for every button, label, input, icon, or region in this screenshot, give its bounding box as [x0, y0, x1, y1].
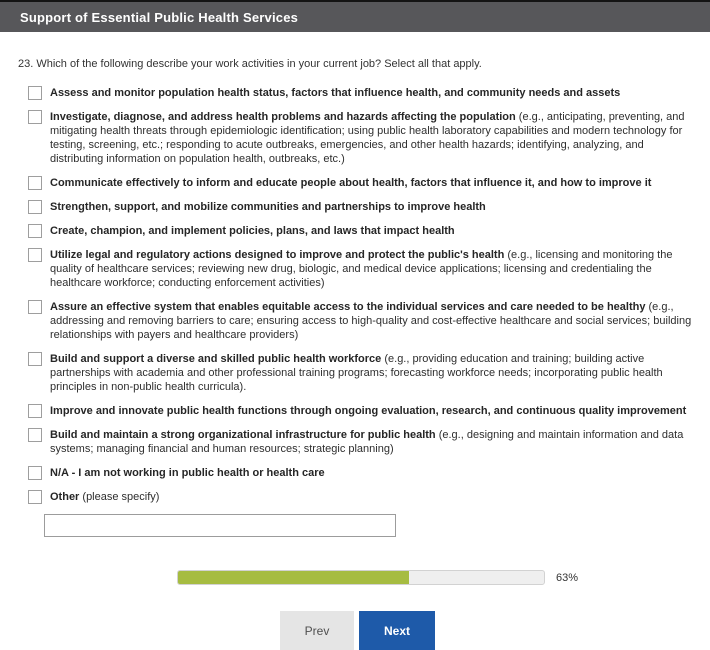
checkbox[interactable] [28, 110, 42, 124]
option-row-utilize-legal[interactable] [28, 248, 697, 290]
progress-bar-fill [178, 571, 409, 584]
other-specify-input[interactable] [44, 514, 396, 537]
page-title: Support of Essential Public Health Services [20, 9, 299, 25]
option-row-communicate[interactable] [28, 176, 697, 190]
checkbox[interactable] [28, 352, 42, 366]
option-label: Other (please specify) [50, 491, 160, 503]
option-row-other[interactable] [28, 490, 697, 504]
option-label: Assure an effective system that enables equitable access to the individual services and care needed to be healthy (e.g., addressing and removing barriers to care; ensuring access to high-quality and cost-effective healthcare and social services; building relationships with payers and healthcare providers) [50, 301, 692, 341]
option-row-improve-innovate[interactable] [28, 404, 697, 418]
option-label: Utilize legal and regulatory actions designed to improve and protect the public's health (e.g., licensing and monitoring the quality of healthcare services; reviewing new drug, biologic, and medical device applications; licensing and credentialing the healthcare workforce; conducting enforcement activities) [50, 249, 673, 289]
option-row-assure-access[interactable] [28, 300, 697, 342]
option-row-assess[interactable] [28, 86, 697, 100]
checkbox[interactable] [28, 176, 42, 190]
progress-bar-track [177, 570, 545, 585]
checkbox[interactable] [28, 300, 42, 314]
checkbox[interactable] [28, 404, 42, 418]
option-row-create-champion[interactable] [28, 224, 697, 238]
checkbox[interactable] [28, 86, 42, 100]
question-section [0, 32, 710, 650]
checkbox[interactable] [28, 224, 42, 238]
checkbox[interactable] [28, 466, 42, 480]
option-label: Assess and monitor population health status, factors that influence health, and community needs and assets [50, 87, 621, 99]
option-label: Build and support a diverse and skilled public health workforce (e.g., providing education and training; building active partnerships with academia and other professional training programs; forecasting workforce needs; incorporating public health principles in non-public health curricula). [50, 353, 663, 393]
prev-button[interactable]: Prev [280, 611, 354, 650]
option-label: Communicate effectively to inform and educate people about health, factors that influence it, and how to improve it [50, 177, 652, 189]
progress-percent-label: 63% [556, 571, 579, 584]
option-label: Investigate, diagnose, and address health problems and hazards affecting the population (e.g., anticipating, preventing, and mitigating health threats through epidemiologic identification; using public health laboratory capabilities and modern technology for testing, screening, etc.; responding to acute outbreaks, emergencies, and other health hazards; identifying, analyzing, and distributing information on population health, outbreaks, etc.) [50, 111, 685, 165]
option-label: Build and maintain a strong organizational infrastructure for public health (e.g., designing and maintain information and data systems; managing financial and human resources; strategic planning) [50, 429, 684, 455]
option-row-build-infrastructure[interactable] [28, 428, 697, 456]
option-label: Strengthen, support, and mobilize communities and partnerships to improve health [50, 201, 486, 213]
option-row-investigate[interactable] [28, 110, 697, 166]
option-row-na[interactable] [28, 466, 697, 480]
options-list [18, 86, 697, 537]
option-row-strengthen[interactable] [28, 200, 697, 214]
checkbox[interactable] [28, 428, 42, 442]
progress-section [177, 570, 697, 585]
next-button[interactable]: Next [359, 611, 435, 650]
question-text: 23. Which of the following describe your work activities in your current job? Select all that apply. [18, 58, 482, 70]
navigation-buttons [18, 611, 697, 650]
checkbox[interactable] [28, 200, 42, 214]
checkbox[interactable] [28, 490, 42, 504]
option-label: N/A - I am not working in public health or health care [50, 467, 325, 479]
option-label: Improve and innovate public health functions through ongoing evaluation, research, and continuous quality improvement [50, 405, 687, 417]
page-header [0, 0, 710, 32]
option-label: Create, champion, and implement policies, plans, and laws that impact health [50, 225, 455, 237]
checkbox[interactable] [28, 248, 42, 262]
option-row-build-workforce[interactable] [28, 352, 697, 394]
